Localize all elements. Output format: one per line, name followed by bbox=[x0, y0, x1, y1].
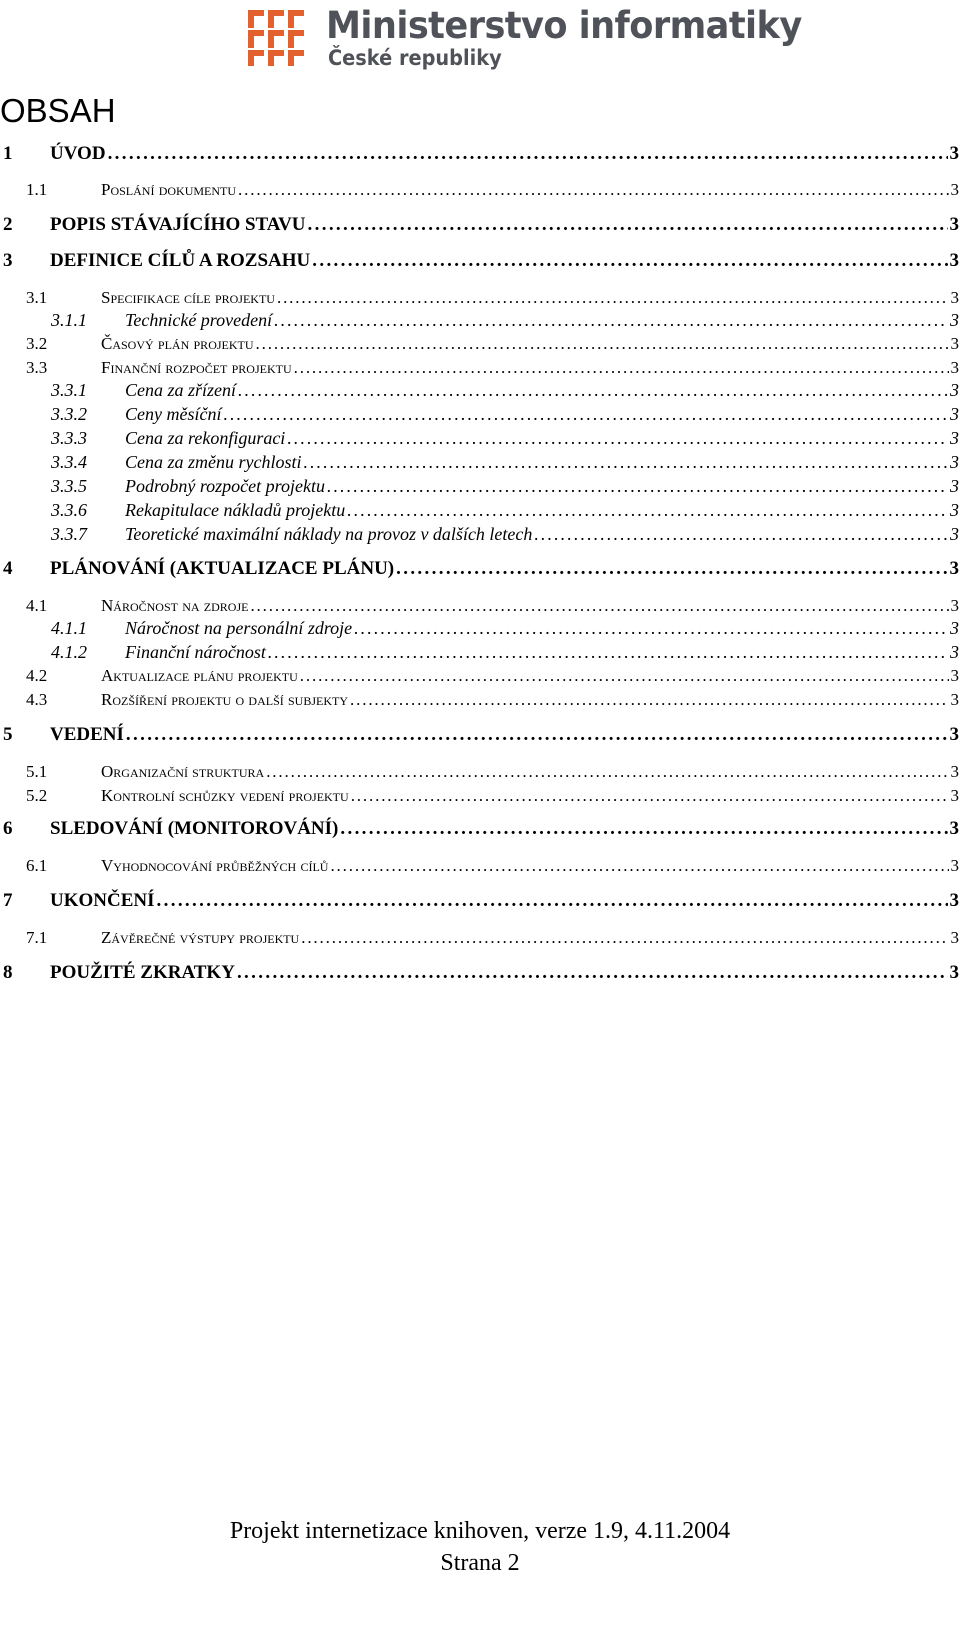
toc-entry-number: 7 bbox=[3, 890, 13, 911]
brand-title: Ministerstvo informatiky bbox=[326, 4, 802, 47]
toc-leader-dots bbox=[327, 476, 948, 497]
toc-entry[interactable] bbox=[3, 214, 959, 236]
toc-entry[interactable] bbox=[26, 334, 959, 354]
toc-entry-label: Poslání dokumentu bbox=[101, 180, 237, 199]
toc-entry[interactable] bbox=[3, 558, 959, 580]
toc-entry-label: Technické provedení bbox=[125, 310, 273, 330]
toc-entry[interactable] bbox=[51, 452, 959, 473]
toc-leader-dots bbox=[340, 818, 947, 840]
toc-entry-page: 3 bbox=[950, 358, 959, 377]
toc-entry-label: Ceny měsíční bbox=[125, 404, 222, 424]
toc-entry-page: 3 bbox=[950, 180, 959, 199]
toc-entry-label: SLEDOVÁNÍ (MONITOROVÁNÍ) bbox=[50, 818, 339, 839]
toc-entry[interactable] bbox=[3, 818, 959, 840]
toc-entry-label: Organizační struktura bbox=[101, 762, 265, 781]
toc-entry-number: 6 bbox=[3, 818, 13, 839]
toc-entry-page: 3 bbox=[950, 428, 959, 448]
toc-entry-page: 3 bbox=[950, 856, 959, 875]
toc-entry-number: 8 bbox=[3, 962, 13, 983]
toc-entry-number: 2 bbox=[3, 214, 13, 235]
ministry-logo-icon bbox=[248, 8, 306, 66]
toc-entry-page: 3 bbox=[949, 724, 959, 745]
toc-entry-page: 3 bbox=[950, 666, 959, 685]
toc-entry-page: 3 bbox=[950, 288, 959, 307]
toc-entry-page: 3 bbox=[949, 890, 959, 911]
toc-entry-number: 4.3 bbox=[26, 690, 48, 709]
toc-entry[interactable] bbox=[51, 404, 959, 425]
toc-entry[interactable] bbox=[51, 428, 959, 449]
toc-entry-number: 5.2 bbox=[26, 786, 48, 805]
toc-entry-number: 3.3.3 bbox=[51, 428, 87, 448]
toc-leader-dots bbox=[266, 762, 948, 782]
toc-entry-label: DEFINICE CÍLŮ A ROZSAHU bbox=[50, 250, 311, 271]
toc-leader-dots bbox=[238, 180, 948, 200]
toc-entry[interactable] bbox=[26, 786, 959, 806]
toc-entry-page: 3 bbox=[950, 762, 959, 781]
toc-entry-number: 4.2 bbox=[26, 666, 48, 685]
toc-entry-label: Rozšíření projektu o další subjekty bbox=[101, 690, 349, 709]
toc-entry[interactable] bbox=[26, 666, 959, 686]
toc-leader-dots bbox=[250, 596, 948, 616]
toc-entry-number: 3.3.4 bbox=[51, 452, 87, 472]
toc-leader-dots bbox=[268, 642, 948, 663]
toc-entry-number: 3.3.1 bbox=[51, 380, 87, 400]
toc-entry[interactable] bbox=[51, 500, 959, 521]
toc-leader-dots bbox=[294, 358, 949, 378]
toc-entry-number: 3.3.6 bbox=[51, 500, 87, 520]
toc-entry-page: 3 bbox=[950, 596, 959, 615]
toc-leader-dots bbox=[330, 856, 948, 876]
toc-entry-label: PLÁNOVÁNÍ (AKTUALIZACE PLÁNU) bbox=[50, 558, 395, 579]
toc-entry[interactable] bbox=[26, 358, 959, 378]
toc-entry-number: 3.3.5 bbox=[51, 476, 87, 496]
brand-subtitle: České republiky bbox=[328, 46, 502, 70]
toc-entry-page: 3 bbox=[950, 310, 959, 330]
toc-leader-dots bbox=[347, 500, 948, 521]
toc-entry[interactable] bbox=[51, 476, 959, 497]
toc-entry[interactable] bbox=[26, 180, 959, 200]
toc-entry-page: 3 bbox=[949, 962, 959, 983]
toc-entry-page: 3 bbox=[950, 928, 959, 947]
toc-entry-page: 3 bbox=[950, 476, 959, 496]
toc-leader-dots bbox=[396, 558, 947, 580]
toc-entry[interactable] bbox=[26, 690, 959, 710]
toc-entry[interactable] bbox=[3, 890, 959, 912]
toc-entry-label: ÚVOD bbox=[50, 143, 106, 164]
toc-entry-label: Finanční rozpočet projektu bbox=[101, 358, 292, 377]
toc-entry-page: 3 bbox=[950, 786, 959, 805]
toc-entry[interactable] bbox=[3, 962, 959, 984]
toc-entry-number: 5 bbox=[3, 724, 13, 745]
toc-title: OBSAH bbox=[0, 92, 116, 129]
toc-entry-number: 6.1 bbox=[26, 856, 48, 875]
toc-entry[interactable] bbox=[26, 928, 959, 948]
toc-entry-number: 3.1.1 bbox=[51, 310, 87, 330]
toc-entry[interactable] bbox=[26, 288, 959, 308]
toc-entry[interactable] bbox=[51, 524, 959, 545]
toc-entry-page: 3 bbox=[950, 642, 959, 662]
toc-entry[interactable] bbox=[51, 310, 959, 331]
toc-entry[interactable] bbox=[26, 762, 959, 782]
toc-entry-page: 3 bbox=[950, 500, 959, 520]
toc-leader-dots bbox=[350, 690, 948, 710]
toc-entry-number: 7.1 bbox=[26, 928, 48, 947]
toc-leader-dots bbox=[303, 452, 948, 473]
toc-leader-dots bbox=[354, 618, 948, 639]
toc-leader-dots bbox=[308, 214, 948, 236]
toc-entry-label: Finanční náročnost bbox=[125, 642, 266, 662]
toc-entry-number: 1 bbox=[3, 143, 13, 164]
toc-leader-dots bbox=[157, 890, 948, 912]
toc-entry-number: 3.3.7 bbox=[51, 524, 87, 544]
toc-entry-label: Aktualizace plánu projektu bbox=[101, 666, 298, 685]
toc-entry-label: VEDENÍ bbox=[50, 724, 124, 745]
toc-leader-dots bbox=[287, 428, 948, 449]
toc-entry-label: Rekapitulace nákladů projektu bbox=[125, 500, 346, 520]
toc-entry-page: 3 bbox=[950, 404, 959, 424]
toc-leader-dots bbox=[126, 724, 948, 746]
toc-entry-label: Náročnost na zdroje bbox=[101, 596, 249, 615]
toc-entry-page: 3 bbox=[949, 250, 959, 271]
toc-entry-number: 3.2 bbox=[26, 334, 48, 353]
toc-entry-page: 3 bbox=[950, 524, 959, 544]
toc-leader-dots bbox=[256, 334, 949, 354]
toc-leader-dots bbox=[534, 524, 948, 545]
toc-entry-label: UKONČENÍ bbox=[50, 890, 155, 911]
toc-entry-label: Cena za zřízení bbox=[125, 380, 237, 400]
toc-entry[interactable] bbox=[3, 724, 959, 746]
toc-entry-number: 3 bbox=[3, 250, 13, 271]
toc-entry[interactable] bbox=[51, 380, 959, 401]
toc-leader-dots bbox=[223, 404, 948, 425]
toc-entry-label: Cena za rekonfiguraci bbox=[125, 428, 286, 448]
toc-leader-dots bbox=[274, 310, 948, 331]
toc-leader-dots bbox=[238, 380, 948, 401]
toc-leader-dots bbox=[277, 288, 949, 308]
footer-page-number: Strana 2 bbox=[440, 1550, 520, 1576]
toc-entry-label: POPIS STÁVAJÍCÍHO STAVU bbox=[50, 214, 306, 235]
toc-entry-number: 3.3 bbox=[26, 358, 48, 377]
toc-entry-page: 3 bbox=[950, 452, 959, 472]
toc-entry-page: 3 bbox=[950, 618, 959, 638]
toc-entry-number: 3.1 bbox=[26, 288, 48, 307]
toc-entry-number: 4 bbox=[3, 558, 13, 579]
toc-entry-label: Kontrolní schůzky vedení projektu bbox=[101, 786, 349, 805]
toc-entry-number: 3.3.2 bbox=[51, 404, 87, 424]
toc-entry-page: 3 bbox=[950, 334, 959, 353]
toc-leader-dots bbox=[108, 143, 948, 165]
toc-entry[interactable] bbox=[26, 856, 959, 876]
toc-entry-label: Cena za změnu rychlosti bbox=[125, 452, 302, 472]
toc-entry-page: 3 bbox=[949, 818, 959, 839]
page-header bbox=[0, 0, 960, 80]
toc-leader-dots bbox=[301, 928, 948, 948]
toc-entry-number: 4.1.2 bbox=[51, 642, 87, 662]
toc-leader-dots bbox=[237, 962, 948, 984]
toc-entry[interactable] bbox=[51, 642, 959, 663]
toc-entry-label: Časový plán projektu bbox=[101, 334, 254, 353]
toc-entry-label: Teoretické maximální náklady na provoz v dalších letech bbox=[125, 524, 533, 544]
toc-entry-label: Podrobný rozpočet projektu bbox=[125, 476, 325, 496]
toc-entry-page: 3 bbox=[949, 214, 959, 235]
toc-entry[interactable] bbox=[51, 618, 959, 639]
toc-entry-label: Závěrečné výstupy projektu bbox=[101, 928, 300, 947]
footer-project-line: Projekt internetizace knihoven, verze 1.9, 4.11.2004 bbox=[229, 1518, 731, 1544]
toc-entry-page: 3 bbox=[949, 558, 959, 579]
toc-leader-dots bbox=[300, 666, 949, 686]
toc-entry-label: POUŽITÉ ZKRATKY bbox=[50, 962, 235, 983]
toc-entry-page: 3 bbox=[950, 380, 959, 400]
toc-entry-page: 3 bbox=[950, 690, 959, 709]
toc-entry-page: 3 bbox=[949, 143, 959, 164]
toc-entry-label: Specifikace cíle projektu bbox=[101, 288, 275, 307]
toc-entry-number: 4.1 bbox=[26, 596, 48, 615]
toc-leader-dots bbox=[312, 250, 947, 272]
toc-entry-number: 4.1.1 bbox=[51, 618, 87, 638]
toc-entry[interactable] bbox=[3, 143, 959, 165]
toc-entry-number: 1.1 bbox=[26, 180, 48, 199]
toc-entry-label: Vyhodnocování průběžných cílů bbox=[101, 856, 329, 875]
toc-leader-dots bbox=[351, 786, 949, 806]
toc-entry[interactable] bbox=[3, 250, 959, 272]
toc-entry[interactable] bbox=[26, 596, 959, 616]
toc-entry-number: 5.1 bbox=[26, 762, 48, 781]
toc-entry-label: Náročnost na personální zdroje bbox=[125, 618, 353, 638]
